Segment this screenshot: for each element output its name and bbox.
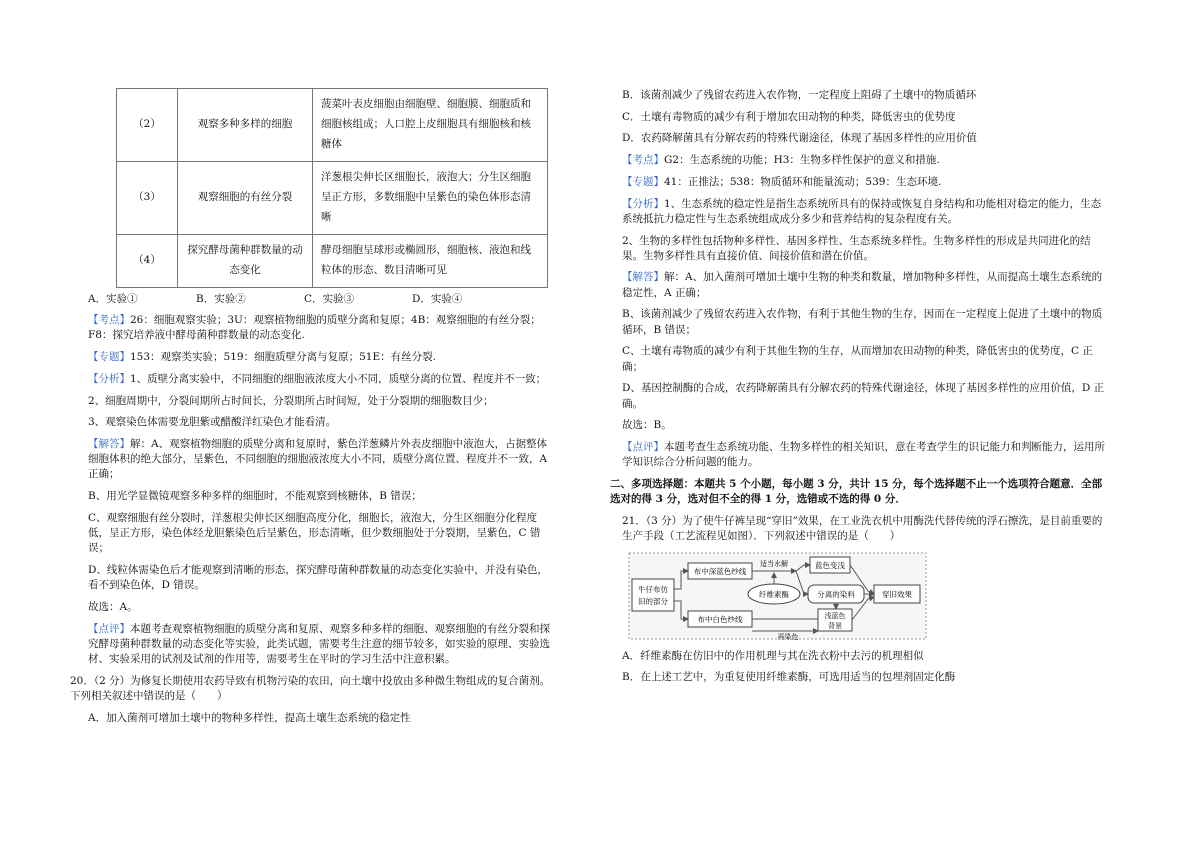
table-row <box>117 161 548 234</box>
choice-a: A．实验① <box>88 292 138 305</box>
start-box-text-2: 旧的部分 <box>638 596 668 606</box>
q19-fenxi3: 3、观察染色体需要龙胆紫或醋酸洋红染色才能看清。 <box>88 416 337 429</box>
q19-dianping <box>88 622 556 668</box>
zhuanti-text: 41：正推法；538：物质循环和能量流动；539：生态环境. <box>664 175 942 188</box>
center-oval-text: 纤维素酶 <box>759 589 789 599</box>
zhuanti-text: 153：观察类实验；519：细胞质壁分离与复原；51E：有丝分裂. <box>130 351 436 364</box>
q19-jieda-c: C、观察细胞有丝分裂时，洋葱根尖伸长区细胞高度分化，细胞长，液泡大，分生区细胞分化程度低，呈正方形，染色体经龙胆紫染色后呈紫色，形态清晰，但少数细胞处于分裂期，呈紫色，C 错误； <box>88 511 541 555</box>
right-column <box>610 88 1110 692</box>
flow-svg <box>628 551 928 641</box>
fenxi-text: 1、质壁分离实验中，不同细胞的细胞液浓度大小不同，质壁分离的位置、程度并不一致； <box>130 372 547 385</box>
q20-jieda <box>622 270 1110 300</box>
top-right-box-text: 蓝色变浅 <box>815 560 845 570</box>
q19-fenxi2: 2、细胞周期中，分裂间期所占时间长，分裂期所占时间短，处于分裂期的细胞数目少； <box>88 394 494 407</box>
bottom-box-text: 布中白色纱线 <box>697 614 743 624</box>
fenxi-tag: 【分析】 <box>88 372 130 385</box>
experiment-table <box>116 88 548 288</box>
table-cell-name: 探究酵母菌种群数量的动态变化 <box>178 234 313 287</box>
end-box-text: 穿旧效果 <box>882 589 912 599</box>
dianping-tag: 【点评】 <box>622 440 664 453</box>
q20-jieda-c: C、土壤有毒物质的减少有利于其他生物的生存，从而增加农田动物的种类，降低害虫的优势度，C 正确； <box>622 345 1093 373</box>
q21-stem: 21．（3 分）为了使牛仔裤呈现“穿旧”效果，在工业洗衣机中用酶洗代替传统的浮石擦洗，是目前重要的生产手段（工艺流程见如图）．下列叙述中错误的是（ ） <box>622 514 1103 543</box>
mid-box-text: 分离的染料 <box>817 589 855 599</box>
table-row <box>117 89 548 162</box>
section-2-title: 二、多项选择题：本题共 5 个小题，每小题 3 分，共计 15 分，每个选择题不止一个选项符合题意．全部选对的得 3 分，选对但不全的得 1 分，选错或不选的得 0 分． <box>610 477 1103 506</box>
dianping-text: 本题考查观察植物细胞的质壁分离和复原、观察多种多样的细胞、观察细胞的有丝分裂和探究酵母菌种群数量的动态变化等实验，此类试题，需要考生注意的细节较多，如实验的原理、实验选材、实验采用的试剂及试剂的作用等，需要考生在平时的学习生活中注意积累。 <box>88 622 550 666</box>
q19-kaodian <box>88 313 556 343</box>
q20-jieda-d: D、基因控制酶的合成，农药降解菌具有分解农药的特殊代谢途径，体现了基因多样性的应用价值，D 正确。 <box>622 382 1105 410</box>
left-column <box>70 88 556 733</box>
jieda-tag: 【解答】 <box>88 438 130 451</box>
dianping-text: 本题考查生态系统功能、生物多样性的相关知识，意在考查学生的识记能力和判断能力，运用所学知识综合分析问题的能力。 <box>622 440 1105 469</box>
table-cell-desc: 酵母细胞呈球形或椭圆形，细胞核、液泡和线粒体的形态、数目清晰可见 <box>313 234 548 287</box>
table-cell-num: （2） <box>117 89 178 162</box>
table-cell-desc: 洋葱根尖伸长区细胞长，液泡大；分生区细胞呈正方形，多数细胞中呈紫色的染色体形态清晰 <box>313 161 548 234</box>
q20-stem: 20．（2 分）为修复长期使用农药导致有机物污染的农田，向土壤中投放由多种微生物组成的复合菌剂。下列相关叙述中错误的是（ ） <box>70 674 551 703</box>
jieda-tag: 【解答】 <box>622 271 664 284</box>
top-box-text: 布中深蓝色纱线 <box>693 566 747 576</box>
q19-fenxi <box>88 372 556 387</box>
kaodian-text: 26：细胞观察实验；3U：观察植物细胞的质壁分离和复原；4B：观察细胞的有丝分裂；F8：探究培养液中酵母菌种群数量的动态变化. <box>88 314 541 342</box>
kaodian-tag: 【考点】 <box>88 314 130 327</box>
start-box-text-1: 牛仔布仿 <box>638 584 668 594</box>
fenxi-text: 1、生态系统的稳定性是指生态系统所具有的保持或恢复自身结构和功能相对稳定的能力，生态系统抵抗力稳定性与生态系统组成成分多少和营养结构的复杂程度有关。 <box>622 197 1102 225</box>
table-cell-name: 观察多种多样的细胞 <box>178 89 313 162</box>
arrow-top-label: 适当水解 <box>760 559 788 568</box>
q20-option-a: A．加入菌剂可增加土壤中的物种多样性，提高土壤生态系统的稳定性 <box>88 711 411 724</box>
table-cell-desc: 菠菜叶表皮细胞由细胞壁、细胞膜、细胞质和细胞核组成；人口腔上皮细胞具有细胞核和核糖体 <box>313 89 548 162</box>
q20-option-d: D．农药降解菌具有分解农药的特殊代谢途径，体现了基因多样性的应用价值 <box>622 132 977 145</box>
fenxi-tag: 【分析】 <box>622 197 664 210</box>
bottom-right-box-text-1: 浅蓝色 <box>824 611 846 620</box>
zhuanti-tag: 【专题】 <box>88 351 130 364</box>
start-box <box>632 579 674 611</box>
table-row <box>117 234 548 287</box>
q19-answer: 故选：A。 <box>88 601 138 613</box>
table-cell-num: （4） <box>117 234 178 287</box>
choice-b: B．实验② <box>196 292 246 305</box>
q20-zhuanti <box>622 175 1110 190</box>
jieda-text: 解：A、观察植物细胞的质壁分离和复原时，紫色洋葱鳞片外表皮细胞中液泡大，占据整体细胞体积的绝大部分，呈紫色，不同细胞的细胞液浓度大小不同，质壁分离位置、程度并不一致，A 正确； <box>88 438 548 481</box>
q20-fenxi2: 2、生物的多样性包括物种多样性、基因多样性、生态系统多样性。生物多样性的形成是共同进化的结果。生物多样性具有直接价值、间接价值和潜在价值。 <box>622 234 1091 262</box>
q21-option-a: A．纤维素酶在仿旧中的作用机理与其在洗衣粉中去污的机理相似 <box>622 649 924 662</box>
process-flow-diagram <box>628 551 928 641</box>
q20-answer: 故选：B。 <box>622 419 672 432</box>
bottom-right-box-text-2: 背景 <box>828 621 842 630</box>
q20-option-b: B．该菌剂减少了残留农药进入农作物，一定程度上阻碍了土壤中的物质循环 <box>622 89 977 101</box>
q21-option-b: B．在上述工艺中，为重复使用纤维素酶，可选用适当的包埋剂固定化酶 <box>622 671 956 684</box>
table-cell-name: 观察细胞的有丝分裂 <box>178 161 313 234</box>
q20-option-c: C．土壤有毒物质的减少有利于增加农田动物的种类，降低害虫的优势度 <box>622 110 956 123</box>
table-cell-num: （3） <box>117 161 178 234</box>
q19-zhuanti <box>88 350 556 365</box>
zhuanti-tag: 【专题】 <box>622 175 664 188</box>
q20-jieda-b: B、该菌剂减少了残留农药进入农作物，有利于其他生物的生存，因而在一定程度上促进了土壤中的物质循环，B 错误； <box>622 308 1103 336</box>
kaodian-tag: 【考点】 <box>622 154 664 167</box>
jieda-text: 解：A、加入菌剂可增加土壤中生物的种类和数量，增加物种多样性，从而提高土壤生态系统的稳定性，A 正确； <box>622 271 1103 299</box>
kaodian-text: G2：生态系统的功能；H3：生物多样性保护的意义和措施. <box>664 154 940 167</box>
arrow-bottom-label: 再染色 <box>777 632 799 641</box>
q20-fenxi <box>622 197 1110 227</box>
q19-jieda-b: B、用光学显微镜观察多种多样的细胞时，不能观察到核糖体，B 错误； <box>88 490 422 503</box>
dianping-tag: 【点评】 <box>88 622 130 635</box>
choice-c: C．实验③ <box>304 292 355 305</box>
q19-jieda-d: D、线粒体需染色后才能观察到清晰的形态，探究酵母菌种群数量的动态变化实验中，并没有染色，看不到染色体，D 错误。 <box>88 564 548 592</box>
q19-jieda <box>88 437 556 483</box>
q20-kaodian <box>622 153 1110 168</box>
q20-dianping <box>622 440 1110 470</box>
q19-choices <box>88 292 556 307</box>
choice-d: D．实验④ <box>412 292 463 305</box>
